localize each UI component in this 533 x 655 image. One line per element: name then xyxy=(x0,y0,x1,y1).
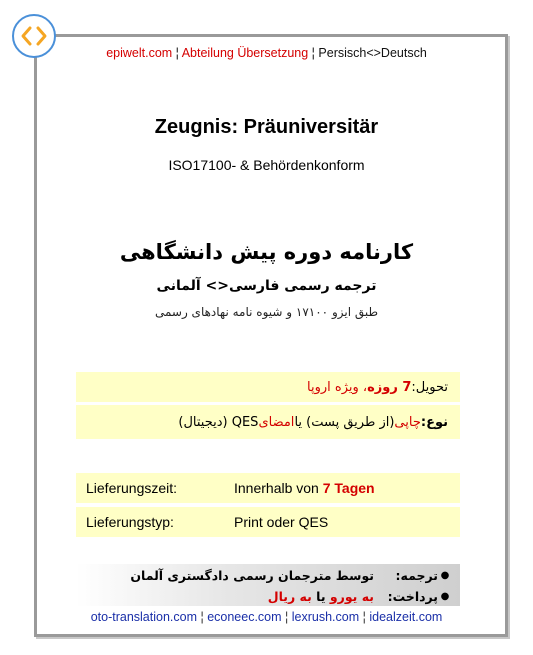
info-payment-label: پرداخت: xyxy=(387,589,438,604)
info-translation-value: توسط مترجمان رسمی دادگستری آلمان xyxy=(130,568,374,583)
persian-type-label: نوع: xyxy=(420,414,448,430)
persian-type-print: چاپی xyxy=(394,414,421,430)
german-type-value: Print oder QES xyxy=(234,514,329,530)
header-site-link[interactable]: epiwelt.com xyxy=(106,46,173,60)
info-translation-row xyxy=(76,566,452,585)
german-delivery-days: 7 Tagen xyxy=(322,480,375,496)
code-brackets-icon xyxy=(21,25,47,47)
footer-link-oto[interactable]: oto-translation.com xyxy=(90,610,197,624)
bullet-icon: ● xyxy=(440,570,450,581)
title-persian: کارنامه دوره پیش دانشگاهی xyxy=(119,240,414,264)
subtitle2-persian: طبق ایزو ۱۷۱۰۰ و شیوه نامه نهادهای رسمی xyxy=(154,305,379,319)
subtitle-german: ISO17100- & Behördenkonform xyxy=(168,157,365,173)
logo xyxy=(12,14,56,58)
info-payment-row xyxy=(76,587,452,606)
persian-delivery-rest: ، ویژه اروپا xyxy=(307,379,368,395)
info-translation-label: ترجمه: xyxy=(395,568,438,583)
bullet-icon: ● xyxy=(440,591,450,602)
title-german: Zeugnis: Präuniversitär xyxy=(154,116,379,138)
header-line: epiwelt.com ¦ Abteilung Übersetzung ¦ Persisch<>Deutsch xyxy=(106,46,427,60)
header-dept: Abteilung Übersetzung xyxy=(181,46,309,60)
info-payment-value: به یورو یا به ریال xyxy=(267,589,374,604)
german-delivery-value: Innerhalb von 7 Tagen xyxy=(234,480,375,496)
persian-type-note: (از طریق پست) یا xyxy=(294,414,395,430)
subtitle-persian: ترجمه رسمی فارسی<> آلمانی xyxy=(156,278,377,294)
german-delivery-label: Lieferungszeit: xyxy=(86,480,178,496)
header-language-pair: Persisch<>Deutsch xyxy=(318,46,427,60)
persian-delivery-label: تحویل: xyxy=(411,379,448,395)
german-type-label: Lieferungstyp: xyxy=(86,514,174,530)
persian-type-box xyxy=(76,405,460,439)
info-box xyxy=(76,564,460,606)
persian-delivery-days: 7 روزه xyxy=(367,379,412,395)
german-delivery-box xyxy=(76,473,460,503)
footer-link-econeec[interactable]: econeec.com xyxy=(207,610,282,624)
persian-type-sign: امضای xyxy=(258,414,295,430)
footer-links: oto-translation.com ¦ econeec.com ¦ lexrush.com ¦ idealzeit.com xyxy=(90,610,443,624)
persian-delivery-box xyxy=(76,372,460,402)
persian-type-rest: QES (دیجیتال) xyxy=(178,414,259,430)
german-type-box xyxy=(76,507,460,537)
footer-link-lexrush[interactable]: lexrush.com xyxy=(291,610,360,624)
footer-link-idealzeit[interactable]: idealzeit.com xyxy=(369,610,443,624)
